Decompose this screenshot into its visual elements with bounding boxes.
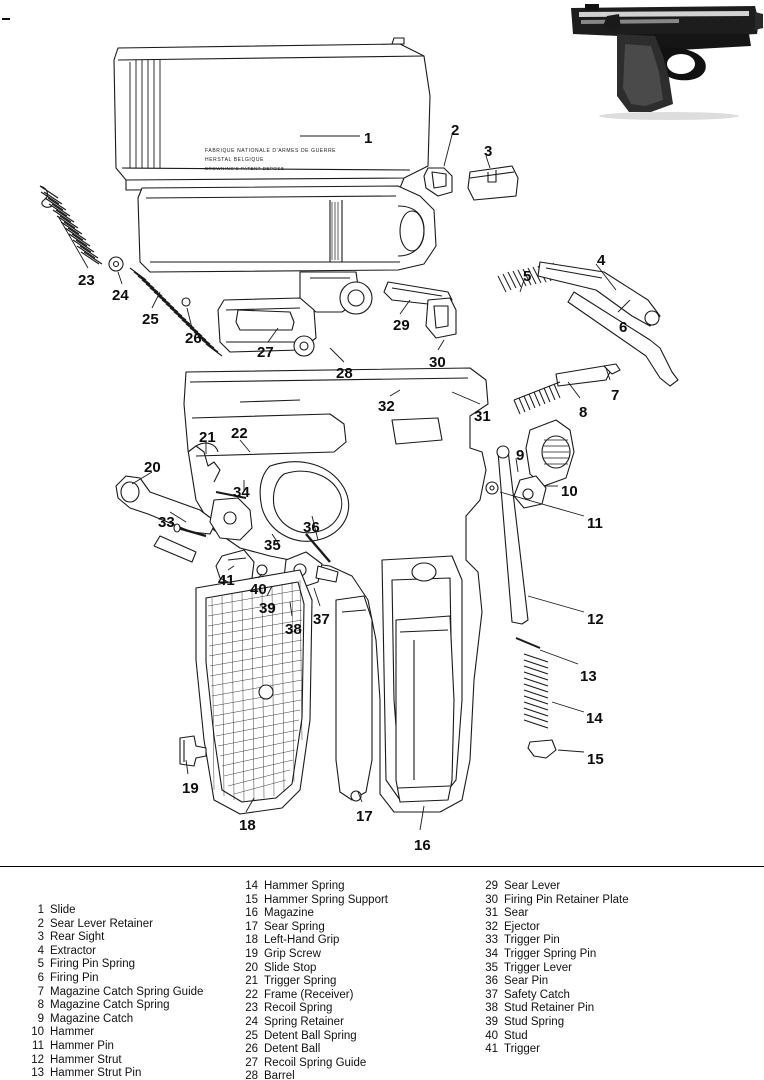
callout-30: 30 <box>429 354 446 371</box>
part-detent-ball <box>182 298 190 306</box>
legend-column-1 <box>14 880 242 1080</box>
legend-label: Firing Pin Retainer Plate <box>504 893 629 906</box>
callout-29: 29 <box>393 317 410 334</box>
legend-label: Magazine Catch <box>50 1012 134 1025</box>
legend-item <box>482 989 732 1003</box>
legend-item <box>242 948 482 962</box>
callout-10: 10 <box>561 483 578 500</box>
legend-num: 20 <box>245 961 258 974</box>
legend-num: 25 <box>245 1029 258 1042</box>
legend-label: Frame (Receiver) <box>264 988 354 1001</box>
legend-num: 5 <box>37 958 44 971</box>
legend-num: 22 <box>245 988 258 1001</box>
legend-label: Magazine Catch Spring <box>50 999 170 1012</box>
legend-num: 13 <box>31 1067 44 1080</box>
legend-item <box>28 931 242 945</box>
legend-num: 26 <box>245 1043 258 1056</box>
legend-label: Magazine Catch Spring Guide <box>50 985 204 998</box>
callout-6: 6 <box>619 319 628 336</box>
callout-4: 4 <box>597 252 606 269</box>
legend-label: Trigger Lever <box>504 961 572 974</box>
legend-num: 40 <box>485 1029 498 1042</box>
legend-item <box>28 986 242 1000</box>
legend-item <box>482 975 732 989</box>
legend-num: 39 <box>485 1015 498 1028</box>
legend-item <box>28 958 242 972</box>
legend-item <box>242 975 482 989</box>
legend-item <box>28 1054 242 1068</box>
legend-label: Recoil Spring <box>264 1002 333 1015</box>
legend-num: 31 <box>485 907 498 920</box>
legend-label: Stud <box>504 1029 528 1042</box>
legend-num: 34 <box>485 947 498 960</box>
legend-label: Spring Retainer <box>264 1015 344 1028</box>
legend-label: Sear Pin <box>504 975 549 988</box>
legend-item <box>482 880 732 894</box>
legend-item <box>482 921 732 935</box>
legend-num: 7 <box>37 985 44 998</box>
part-rear-sight <box>468 166 518 200</box>
legend-item <box>242 1016 482 1030</box>
callout-37: 37 <box>313 611 330 628</box>
legend-num: 41 <box>485 1043 498 1056</box>
legend-num: 32 <box>485 920 498 933</box>
callout-31: 31 <box>474 408 491 425</box>
part-magazine-catch-spring-guide <box>556 364 620 386</box>
legend-item <box>28 1013 242 1027</box>
legend-label: Detent Ball <box>264 1043 321 1056</box>
legend-column-3 <box>482 880 732 1076</box>
part-left-hand-grip <box>196 570 312 814</box>
legend-item <box>242 1043 482 1057</box>
callout-28: 28 <box>336 365 353 382</box>
legend-item <box>482 894 732 908</box>
legend-num: 19 <box>245 947 258 960</box>
callout-7: 7 <box>611 387 620 404</box>
callout-1: 1 <box>364 130 373 147</box>
legend-item <box>482 1043 732 1057</box>
callout-3: 3 <box>484 143 493 160</box>
legend-label: Recoil Spring Guide <box>264 1056 367 1069</box>
callout-33: 33 <box>158 514 175 531</box>
legend-item <box>242 1070 482 1080</box>
part-hammer-spring <box>524 654 548 728</box>
callout-38: 38 <box>285 621 302 638</box>
legend-item <box>28 999 242 1013</box>
legend-item <box>482 1016 732 1030</box>
legend-num: 18 <box>245 934 258 947</box>
legend-item <box>28 972 242 986</box>
legend-label: Magazine <box>264 907 314 920</box>
legend-label: Extractor <box>50 944 97 957</box>
legend-label: Trigger Pin <box>504 934 560 947</box>
part-firing-pin-retainer-plate <box>426 298 456 338</box>
legend-label: Trigger Spring Pin <box>504 947 597 960</box>
legend-num: 21 <box>245 975 258 988</box>
legend-num: 17 <box>245 920 258 933</box>
callout-8: 8 <box>579 404 588 421</box>
legend-item <box>242 934 482 948</box>
part-sear-spring <box>336 596 372 801</box>
legend-item <box>482 948 732 962</box>
callout-20: 20 <box>144 459 161 476</box>
callout-21: 21 <box>199 429 216 446</box>
legend-num: 24 <box>245 1015 258 1028</box>
callout-26: 26 <box>185 330 202 347</box>
legend-item <box>242 989 482 1003</box>
callout-5: 5 <box>523 268 532 285</box>
legend-num: 8 <box>37 999 44 1012</box>
legend-num: 14 <box>245 880 258 892</box>
legend-label: Hammer <box>50 1026 95 1039</box>
callout-11: 11 <box>587 515 603 532</box>
legend-label: Stud Spring <box>504 1015 565 1028</box>
legend-num: 38 <box>485 1002 498 1015</box>
legend-divider <box>0 866 764 867</box>
legend-item <box>482 1030 732 1044</box>
callout-34: 34 <box>233 484 250 501</box>
legend-label: Detent Ball Spring <box>264 1029 357 1042</box>
legend-num: 2 <box>37 917 44 930</box>
svg-text:BROWNING'S PATENT DEPOSE: BROWNING'S PATENT DEPOSE <box>205 166 285 171</box>
callout-12: 12 <box>587 611 604 628</box>
legend-label: Firing Pin <box>50 971 99 984</box>
legend-label: Sear Spring <box>264 920 325 933</box>
part-slide <box>114 38 430 190</box>
legend-label: Hammer Strut <box>50 1053 122 1066</box>
part-sear-lever-retainer <box>424 168 452 196</box>
callout-2: 2 <box>451 122 460 139</box>
legend-label: Rear Sight <box>50 931 105 944</box>
part-recoil-spring <box>40 186 102 264</box>
legend-item <box>482 934 732 948</box>
legend-num: 16 <box>245 907 258 920</box>
legend-num: 27 <box>245 1056 258 1069</box>
callout-17: 17 <box>356 808 373 825</box>
legend-label: Trigger <box>504 1043 540 1056</box>
callout-19: 19 <box>182 780 199 797</box>
callout-13: 13 <box>580 668 597 685</box>
legend-label: Firing Pin Spring <box>50 958 136 971</box>
legend-column-2 <box>242 880 482 1080</box>
legend-num: 36 <box>485 975 498 988</box>
legend-item <box>28 1067 242 1080</box>
part-hammer-strut-pin <box>516 638 540 648</box>
legend-num: 33 <box>485 934 498 947</box>
legend-item <box>482 907 732 921</box>
legend-label: Hammer Pin <box>50 1039 114 1052</box>
callout-15: 15 <box>587 751 604 768</box>
legend-item <box>28 945 242 959</box>
legend-item <box>242 1057 482 1071</box>
legend-item <box>242 1030 482 1044</box>
callout-25: 25 <box>142 311 159 328</box>
callout-22: 22 <box>231 425 248 442</box>
callout-41: 41 <box>218 572 235 589</box>
callout-35: 35 <box>264 537 281 554</box>
callout-9: 9 <box>516 447 525 464</box>
legend-item <box>28 1026 242 1040</box>
legend-item <box>242 880 482 894</box>
legend-item <box>482 962 732 976</box>
part-magazine-catch-spring <box>514 382 560 414</box>
svg-text:FABRIQUE NATIONALE D'ARMES DE: FABRIQUE NATIONALE D'ARMES DE GUERRE <box>205 148 337 154</box>
legend-num: 6 <box>37 971 44 984</box>
legend-item <box>242 894 482 908</box>
legend-label: Sear <box>504 907 529 920</box>
callout-23: 23 <box>78 272 95 289</box>
part-magazine-catch <box>526 420 574 486</box>
callout-40: 40 <box>250 581 267 598</box>
legend-item <box>28 918 242 932</box>
part-hammer-pin <box>486 482 498 494</box>
legend-num: 9 <box>37 1012 44 1025</box>
callout-39: 39 <box>259 600 276 617</box>
legend-label: Grip Screw <box>264 947 321 960</box>
legend-num: 10 <box>31 1026 44 1039</box>
legend-num: 3 <box>37 931 44 944</box>
part-recoil-spring-guide <box>236 310 294 330</box>
svg-text:HERSTAL BELGIQUE: HERSTAL BELGIQUE <box>205 157 265 163</box>
legend-label: Sear Lever Retainer <box>50 917 153 930</box>
legend-label: Sear Lever <box>504 880 561 892</box>
callout-27: 27 <box>257 344 274 361</box>
legend-label: Hammer Spring Support <box>264 893 388 906</box>
part-hammer-strut <box>497 446 528 624</box>
callout-32: 32 <box>378 398 395 415</box>
legend-num: 11 <box>32 1039 44 1052</box>
callout-18: 18 <box>239 817 256 834</box>
legend-num: 12 <box>31 1053 44 1066</box>
legend-label: Barrel <box>264 1070 295 1080</box>
legend-item <box>28 904 242 918</box>
legend-num: 37 <box>485 988 498 1001</box>
part-stud <box>257 565 267 575</box>
callout-36: 36 <box>303 519 320 536</box>
legend-item <box>242 921 482 935</box>
legend-item <box>242 1002 482 1016</box>
legend-num: 28 <box>245 1070 258 1080</box>
legend-num: 4 <box>37 944 44 957</box>
legend-item <box>242 962 482 976</box>
parts-legend <box>0 872 764 1080</box>
legend-item <box>482 1002 732 1016</box>
legend-label: Slide <box>50 904 76 916</box>
legend-label: Trigger Spring <box>264 975 337 988</box>
legend-label: Safety Catch <box>504 988 570 1001</box>
legend-label: Hammer Spring <box>264 880 345 892</box>
callout-14: 14 <box>586 710 603 727</box>
callout-24: 24 <box>112 287 129 304</box>
legend-num: 30 <box>485 893 498 906</box>
legend-num: 23 <box>245 1002 258 1015</box>
legend-label: Slide Stop <box>264 961 317 974</box>
callout-16: 16 <box>414 837 431 854</box>
part-grip-screw <box>180 736 206 766</box>
legend-num: 1 <box>37 904 44 916</box>
legend-label: Stud Retainer Pin <box>504 1002 595 1015</box>
legend-label: Ejector <box>504 920 540 933</box>
legend-label: Left-Hand Grip <box>264 934 340 947</box>
legend-num: 35 <box>485 961 498 974</box>
part-magazine <box>396 616 454 802</box>
legend-num: 29 <box>485 880 498 892</box>
legend-item <box>28 1040 242 1054</box>
legend-item <box>242 907 482 921</box>
legend-label: Hammer Strut Pin <box>50 1067 142 1080</box>
part-spring-retainer <box>109 257 123 271</box>
legend-num: 15 <box>245 893 258 906</box>
part-hammer-spring-support <box>528 740 556 758</box>
